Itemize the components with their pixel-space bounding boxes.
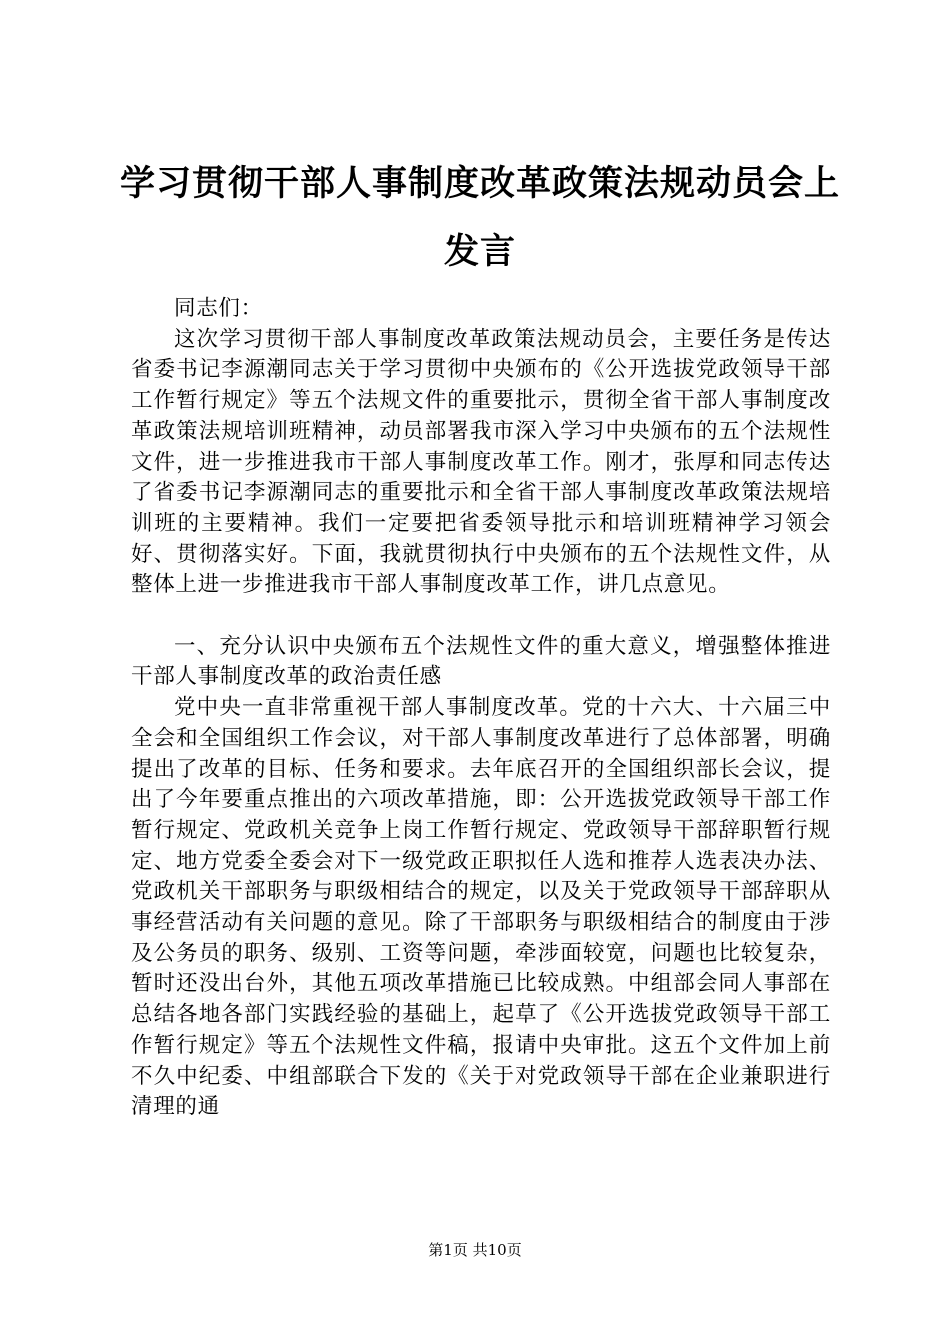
paragraph-intro: 这次学习贯彻干部人事制度改革政策法规动员会，主要任务是传达省委书记李源潮同志关于学习贯彻中央颁布的《公开选拔党政领导干部工作暂行规定》等五个法规文件的重要批示，贯彻全省干部人事制度改革政策法规培训班精神，动员部署我市深入学习中央颁布的五个法规性文件，进一步推进我市干部人事制度改革工作。刚才，张厚和同志传达了省委书记李源潮同志的重要批示和全省干部人事制度改革政策法规培训班的主要精神。我们一定要把省委领导批示和培训班精神学习领会好、贯彻落实好。下面，我就贯彻执行中央颁布的五个法规性文件，从整体上进一步推进我市干部人事制度改革工作，讲几点意见。 <box>131 326 831 598</box>
document-title: 学习贯彻干部人事制度改革政策法规动员会上发言 <box>119 163 840 272</box>
paragraph-section-1: 党中央一直非常重视干部人事制度改革。党的十六大、十六届三中全会和全国组织工作会议，对干部人事制度改革进行了总体部署，明确提出了改革的目标、任务和要求。去年底召开的全国组织部长会议，提出了今年要重点推出的六项改革措施，即：公开选拔党政领导干部工作暂行规定、党政机关竞争上岗工作暂行规定、党政领导干部辞职暂行规定、地方党委全委会对下一级党政正职拟任人选和推荐人选表决办法、党政机关干部职务与职级相结合的规定，以及关于党政领导干部辞职从事经营活动有关问题的意见。除了干部职务与职级相结合的制度由于涉及公务员的职务、级别、工资等问题，牵涉面较宽，问题也比较复杂，暂时还没出台外，其他五项改革措施已比较成熟。中组部会同人事部在总结各地各部门实践经验的基础上，起草了《公开选拔党政领导干部工作暂行规定》等五个法规性文件稿，报请中央审批。这五个文件加上前不久中纪委、中组部联合下发的《关于对党政领导干部在企业兼职进行清理的通 <box>131 695 831 1120</box>
page-number-footer: 第1页 共10页 <box>428 1241 522 1259</box>
document-body <box>131 294 831 1123</box>
section-heading-1: 一、充分认识中央颁布五个法规性文件的重大意义，增强整体推进干部人事制度改革的政治责任感 <box>131 633 831 690</box>
salutation: 同志们： <box>174 296 263 321</box>
